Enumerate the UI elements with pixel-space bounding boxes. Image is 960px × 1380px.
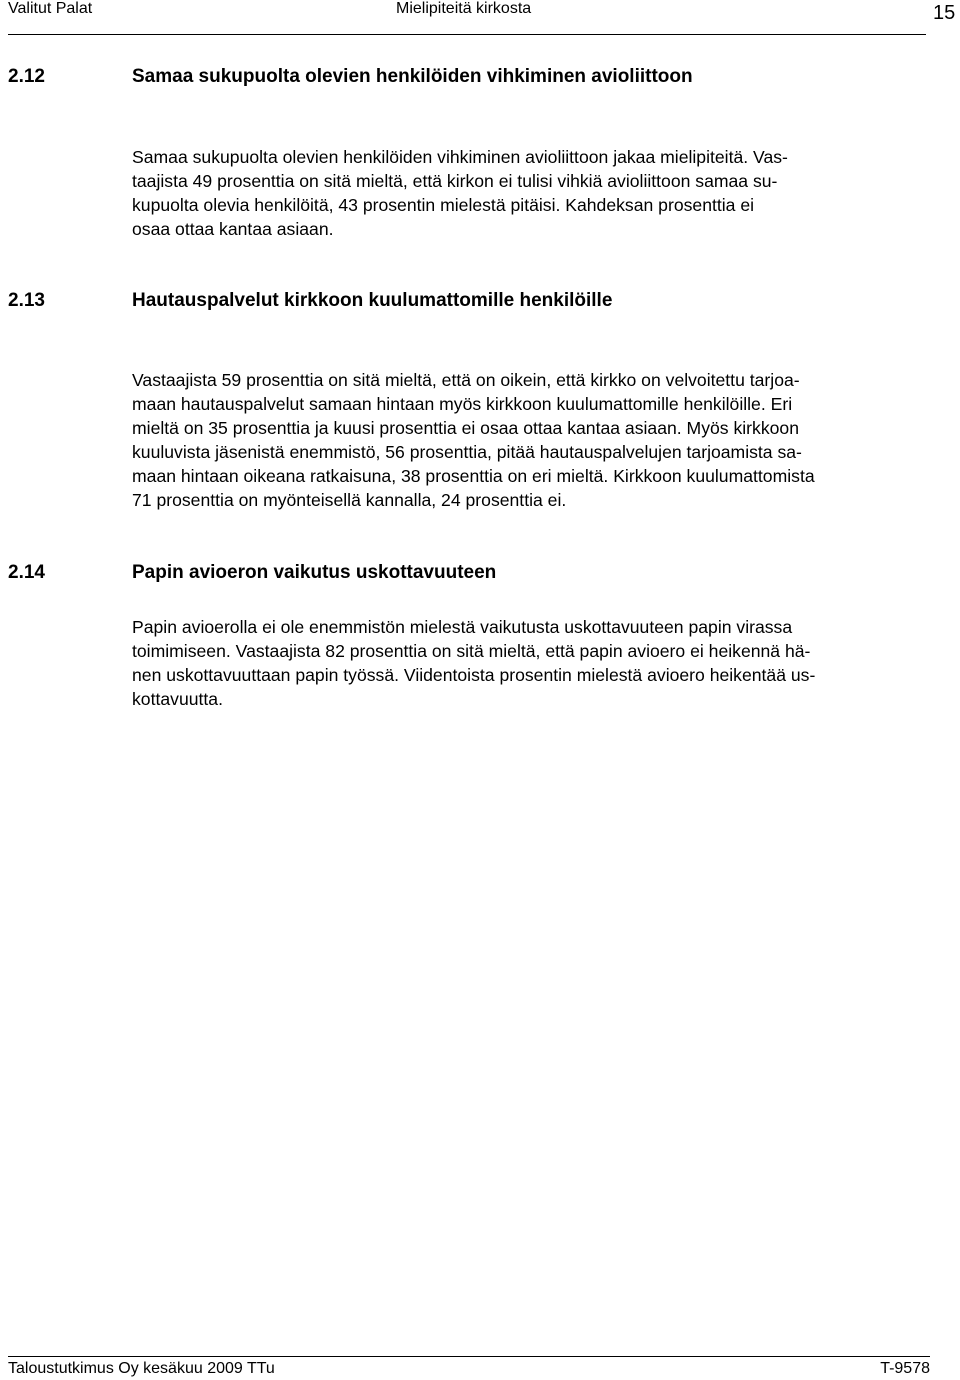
section-paragraph-2-13 xyxy=(132,368,924,512)
footer-project-code: T-9578 xyxy=(880,1360,930,1377)
paragraph-line: nen uskottavuuttaan papin työssä. Viidentoista prosentin mielestä avioero heikentää us- xyxy=(132,665,816,685)
section-title: Papin avioeron vaikutus uskottavuuteen xyxy=(132,562,497,583)
paragraph-line: maan hintaan oikeana ratkaisuna, 38 prosenttia on eri mieltä. Kirkkoon kuulumattomista xyxy=(132,466,815,486)
section-number: 2.14 xyxy=(8,562,45,583)
page-footer xyxy=(8,1356,930,1377)
paragraph-line: osaa ottaa kantaa asiaan. xyxy=(132,219,334,239)
section-number: 2.13 xyxy=(8,290,45,311)
section-heading-2-12 xyxy=(8,66,693,88)
paragraph-line: 71 prosenttia on myönteisellä kannalla, 24 prosenttia ei. xyxy=(132,490,567,510)
section-title: Samaa sukupuolta olevien henkilöiden vihkiminen avioliittoon xyxy=(132,66,693,87)
page-header xyxy=(8,0,956,35)
section-title: Hautauspalvelut kirkkoon kuulumattomille henkilöille xyxy=(132,290,613,311)
paragraph-line: taajista 49 prosenttia on sitä mieltä, että kirkon ei tulisi vihkiä avioliittoon samaa su- xyxy=(132,171,778,191)
paragraph-line: Samaa sukupuolta olevien henkilöiden vihkiminen avioliittoon jakaa mielipiteitä. Vas- xyxy=(132,147,788,167)
paragraph-line: kupuolta olevia henkilöitä, 43 prosentin mielestä pitäisi. Kahdeksan prosenttia ei xyxy=(132,195,755,215)
footer-company: Taloustutkimus Oy kesäkuu 2009 TTu xyxy=(8,1360,275,1377)
paragraph-line: kottavuutta. xyxy=(132,689,223,709)
header-chapter-title: Mielipiteitä kirkosta xyxy=(396,0,532,17)
page-number: 15 xyxy=(933,2,956,24)
section-paragraph-2-12 xyxy=(132,145,924,241)
paragraph-line: mieltä on 35 prosenttia ja kuusi prosenttia ei osaa ottaa kantaa asiaan. Myös kirkkoon xyxy=(132,418,799,438)
section-number: 2.12 xyxy=(8,66,45,87)
paragraph-line: maan hautauspalvelut samaan hintaan myös kirkkoon kuulumattomille henkilöille. Eri xyxy=(132,394,793,414)
paragraph-line: Papin avioerolla ei ole enemmistön mielestä vaikutusta uskottavuuteen papin virassa xyxy=(132,617,793,637)
paragraph-line: Vastaajista 59 prosenttia on sitä mieltä, että on oikein, että kirkko on velvoitettu tarjoa- xyxy=(132,370,800,390)
paragraph-line: toimimiseen. Vastaajista 82 prosenttia on sitä mieltä, että papin avioero ei heikennä hä- xyxy=(132,641,811,661)
section-heading-2-14 xyxy=(8,562,496,584)
section-paragraph-2-14 xyxy=(132,615,924,711)
paragraph-line: kuuluvista jäsenistä enemmistö, 56 prosenttia, pitää hautauspalvelujen tarjoamista sa- xyxy=(132,442,802,462)
header-doc-title: Valitut Palat xyxy=(8,0,93,17)
section-heading-2-13 xyxy=(8,290,612,312)
